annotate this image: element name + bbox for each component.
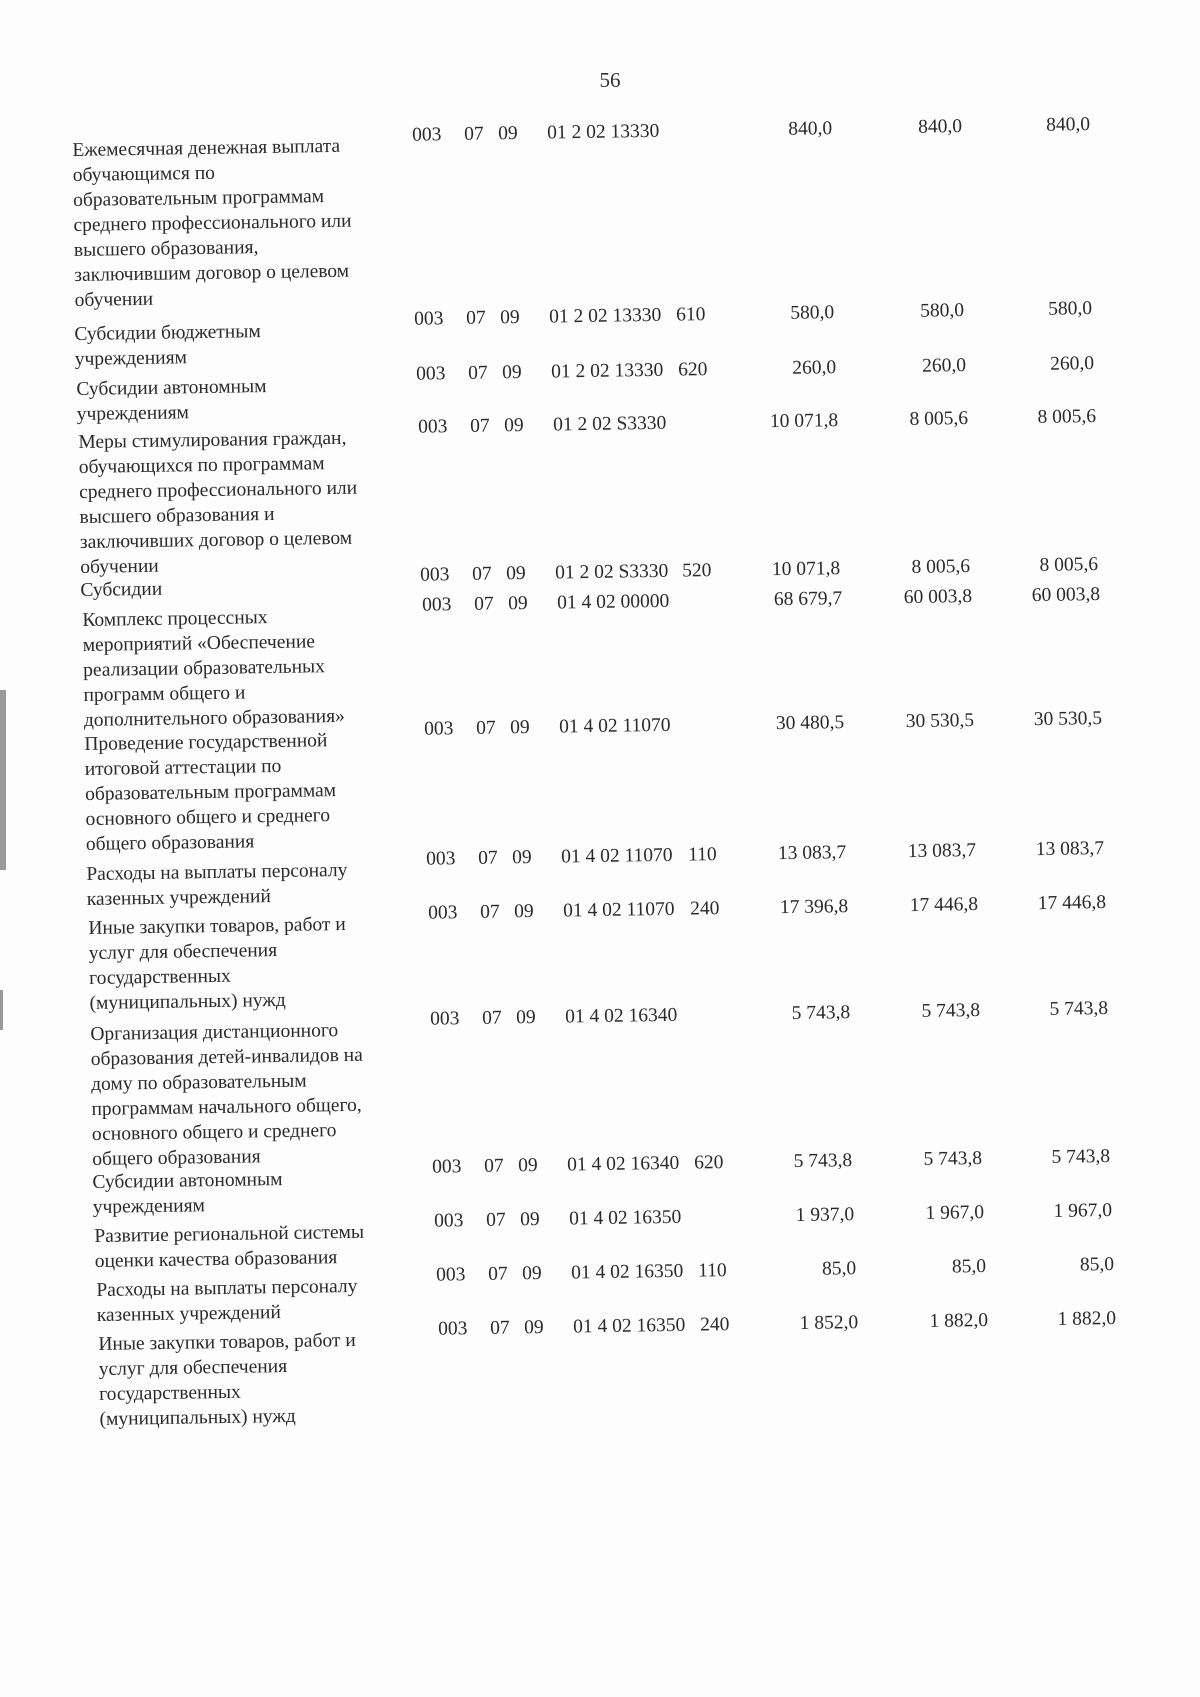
subsection-code: 09 bbox=[499, 307, 520, 329]
target-article-code: 01 4 02 16340 bbox=[564, 1004, 678, 1028]
row-name: Проведение государственной итоговой аттестации по образовательным программам основного общего и среднего общего образования bbox=[84, 730, 337, 855]
ministry-code: 003 bbox=[423, 718, 454, 740]
amount-year-3: 1 967,0 bbox=[1053, 1200, 1113, 1222]
ministry-code: 003 bbox=[419, 564, 450, 586]
ministry-code: 003 bbox=[437, 1318, 468, 1340]
expense-type-code: 110 bbox=[697, 1260, 727, 1282]
ministry-code: 003 bbox=[411, 124, 442, 146]
ministry-code: 003 bbox=[433, 1210, 464, 1232]
target-article-code: 01 4 02 11070 bbox=[562, 898, 675, 922]
target-article-code: 01 4 02 11070 bbox=[560, 844, 673, 868]
amount-year-1: 85,0 bbox=[821, 1258, 857, 1280]
amount-year-3: 5 743,8 bbox=[1051, 1146, 1111, 1168]
scan-edge-mark bbox=[0, 690, 6, 870]
subsection-code: 09 bbox=[515, 1007, 536, 1029]
ministry-code: 003 bbox=[417, 416, 448, 438]
amount-year-3: 8 005,6 bbox=[1037, 406, 1097, 428]
amount-year-2: 85,0 bbox=[951, 1256, 987, 1278]
target-article-code: 01 4 02 11070 bbox=[558, 714, 671, 738]
amount-year-1: 260,0 bbox=[792, 357, 837, 379]
ministry-code: 003 bbox=[415, 363, 446, 385]
amount-year-2: 1 967,0 bbox=[925, 1202, 985, 1224]
target-article-code: 01 4 02 16350 bbox=[572, 1314, 686, 1338]
amount-year-3: 5 743,8 bbox=[1049, 998, 1109, 1020]
amount-year-3: 580,0 bbox=[1048, 298, 1093, 320]
subsection-code: 09 bbox=[511, 847, 532, 869]
row-name: Расходы на выплаты персоналу казенных учреждений bbox=[96, 1275, 358, 1326]
amount-year-1: 13 083,7 bbox=[777, 842, 847, 865]
ministry-code: 003 bbox=[413, 308, 444, 330]
subsection-code: 09 bbox=[505, 563, 526, 585]
scan-edge-mark bbox=[0, 990, 3, 1030]
row-name: Развитие региональной системы оценки качества образования bbox=[94, 1221, 365, 1272]
expense-type-code: 110 bbox=[687, 844, 717, 866]
amount-year-1: 30 480,5 bbox=[775, 712, 845, 735]
subsection-code: 09 bbox=[521, 1263, 542, 1285]
amount-year-3: 840,0 bbox=[1046, 114, 1091, 136]
amount-year-3: 260,0 bbox=[1050, 353, 1095, 375]
subsection-code: 09 bbox=[501, 362, 522, 384]
amount-year-2: 8 005,6 bbox=[911, 556, 971, 578]
amount-year-2: 13 083,7 bbox=[907, 840, 977, 863]
subsection-code: 09 bbox=[497, 123, 518, 145]
ministry-code: 003 bbox=[431, 1156, 462, 1178]
target-article-code: 01 4 02 16350 bbox=[568, 1206, 682, 1230]
amount-year-1: 5 743,8 bbox=[791, 1002, 851, 1024]
section-code: 07 bbox=[489, 1317, 510, 1339]
target-article-code: 01 2 02 13330 bbox=[550, 359, 664, 383]
subsection-code: 09 bbox=[507, 593, 528, 615]
amount-year-2: 5 743,8 bbox=[921, 1000, 981, 1022]
amount-year-3: 1 882,0 bbox=[1057, 1308, 1117, 1330]
amount-year-2: 1 882,0 bbox=[929, 1310, 989, 1332]
amount-year-1: 68 679,7 bbox=[773, 588, 843, 611]
section-code: 07 bbox=[471, 563, 492, 585]
amount-year-2: 60 003,8 bbox=[903, 586, 973, 609]
section-code: 07 bbox=[473, 593, 494, 615]
subsection-code: 09 bbox=[503, 415, 524, 437]
amount-year-1: 1 852,0 bbox=[799, 1312, 859, 1334]
row-name: Организация дистанционного образования детей-инвалидов на дому по образовательным программам начального общего, основного общего и среднего общего образования bbox=[90, 1020, 363, 1170]
amount-year-3: 17 446,8 bbox=[1037, 892, 1107, 915]
amount-year-3: 85,0 bbox=[1079, 1254, 1115, 1276]
section-code: 07 bbox=[469, 415, 490, 437]
subsection-code: 09 bbox=[517, 1155, 538, 1177]
amount-year-3: 8 005,6 bbox=[1039, 554, 1099, 576]
row-name: Иные закупки товаров, работ и услуг для обеспечения государственных (муниципальных) нужд bbox=[88, 913, 346, 1014]
expense-type-code: 620 bbox=[677, 359, 708, 381]
section-code: 07 bbox=[477, 847, 498, 869]
row-name: Ежемесячная денежная выплата обучающимся по образовательным программам среднего профессионального или высшего образования, заключившим договор о целевом обучении bbox=[72, 135, 352, 311]
target-article-code: 01 2 02 S3330 bbox=[554, 560, 669, 584]
section-code: 07 bbox=[483, 1155, 504, 1177]
ministry-code: 003 bbox=[421, 594, 452, 616]
row-name: Иные закупки товаров, работ и услуг для обеспечения государственных (муниципальных) нужд bbox=[98, 1329, 356, 1430]
ministry-code: 003 bbox=[435, 1264, 466, 1286]
row-name: Комплекс процессных мероприятий «Обеспечение реализации образовательных программ общего и дополнительного образования» bbox=[82, 607, 345, 731]
row-name: Расходы на выплаты персоналу казенных учреждений bbox=[86, 859, 348, 910]
amount-year-1: 10 071,8 bbox=[771, 558, 841, 581]
amount-year-1: 1 937,0 bbox=[795, 1204, 855, 1226]
amount-year-2: 17 446,8 bbox=[909, 894, 979, 917]
amount-year-3: 13 083,7 bbox=[1035, 838, 1105, 861]
target-article-code: 01 4 02 00000 bbox=[556, 590, 670, 614]
target-article-code: 01 4 02 16350 bbox=[570, 1260, 684, 1284]
amount-year-2: 8 005,6 bbox=[909, 408, 969, 430]
ministry-code: 003 bbox=[427, 902, 458, 924]
target-article-code: 01 2 02 13330 bbox=[548, 304, 662, 328]
amount-year-3: 60 003,8 bbox=[1031, 584, 1101, 607]
amount-year-1: 840,0 bbox=[788, 118, 833, 140]
expense-type-code: 240 bbox=[699, 1314, 730, 1336]
target-article-code: 01 2 02 13330 bbox=[546, 120, 660, 144]
amount-year-3: 30 530,5 bbox=[1033, 708, 1103, 731]
section-code: 07 bbox=[479, 901, 500, 923]
row-name: Субсидии bbox=[80, 578, 163, 601]
subsection-code: 09 bbox=[519, 1209, 540, 1231]
subsection-code: 09 bbox=[509, 717, 530, 739]
expense-type-code: 240 bbox=[689, 898, 720, 920]
section-code: 07 bbox=[475, 717, 496, 739]
amount-year-2: 30 530,5 bbox=[905, 710, 975, 733]
amount-year-1: 580,0 bbox=[790, 302, 835, 324]
section-code: 07 bbox=[485, 1209, 506, 1231]
amount-year-2: 5 743,8 bbox=[923, 1148, 983, 1170]
section-code: 07 bbox=[487, 1263, 508, 1285]
target-article-code: 01 4 02 16340 bbox=[566, 1152, 680, 1176]
amount-year-1: 5 743,8 bbox=[793, 1150, 853, 1172]
section-code: 07 bbox=[481, 1007, 502, 1029]
row-name: Субсидии автономным учреждениям bbox=[92, 1169, 283, 1218]
expense-type-code: 610 bbox=[675, 304, 706, 326]
amount-year-2: 260,0 bbox=[922, 355, 967, 377]
expense-type-code: 620 bbox=[693, 1152, 724, 1174]
section-code: 07 bbox=[465, 307, 486, 329]
amount-year-2: 580,0 bbox=[920, 300, 965, 322]
page-number: 56 bbox=[599, 68, 621, 92]
row-name: Субсидии автономным учреждениям bbox=[76, 376, 267, 425]
section-code: 07 bbox=[463, 123, 484, 145]
amount-year-2: 840,0 bbox=[918, 116, 963, 138]
section-code: 07 bbox=[467, 362, 488, 384]
ministry-code: 003 bbox=[425, 848, 456, 870]
expense-type-code: 520 bbox=[681, 560, 712, 582]
target-article-code: 01 2 02 S3330 bbox=[552, 412, 667, 436]
subsection-code: 09 bbox=[523, 1317, 544, 1339]
row-name: Меры стимулирования граждан, обучающихся по программам среднего профессионального или высшего образования и заключивших договор о целевом обучении bbox=[78, 427, 358, 578]
subsection-code: 09 bbox=[513, 901, 534, 923]
amount-year-1: 17 396,8 bbox=[779, 896, 849, 919]
row-name: Субсидии бюджетным учреждениям bbox=[74, 321, 261, 370]
amount-year-1: 10 071,8 bbox=[769, 410, 839, 433]
ministry-code: 003 bbox=[429, 1008, 460, 1030]
